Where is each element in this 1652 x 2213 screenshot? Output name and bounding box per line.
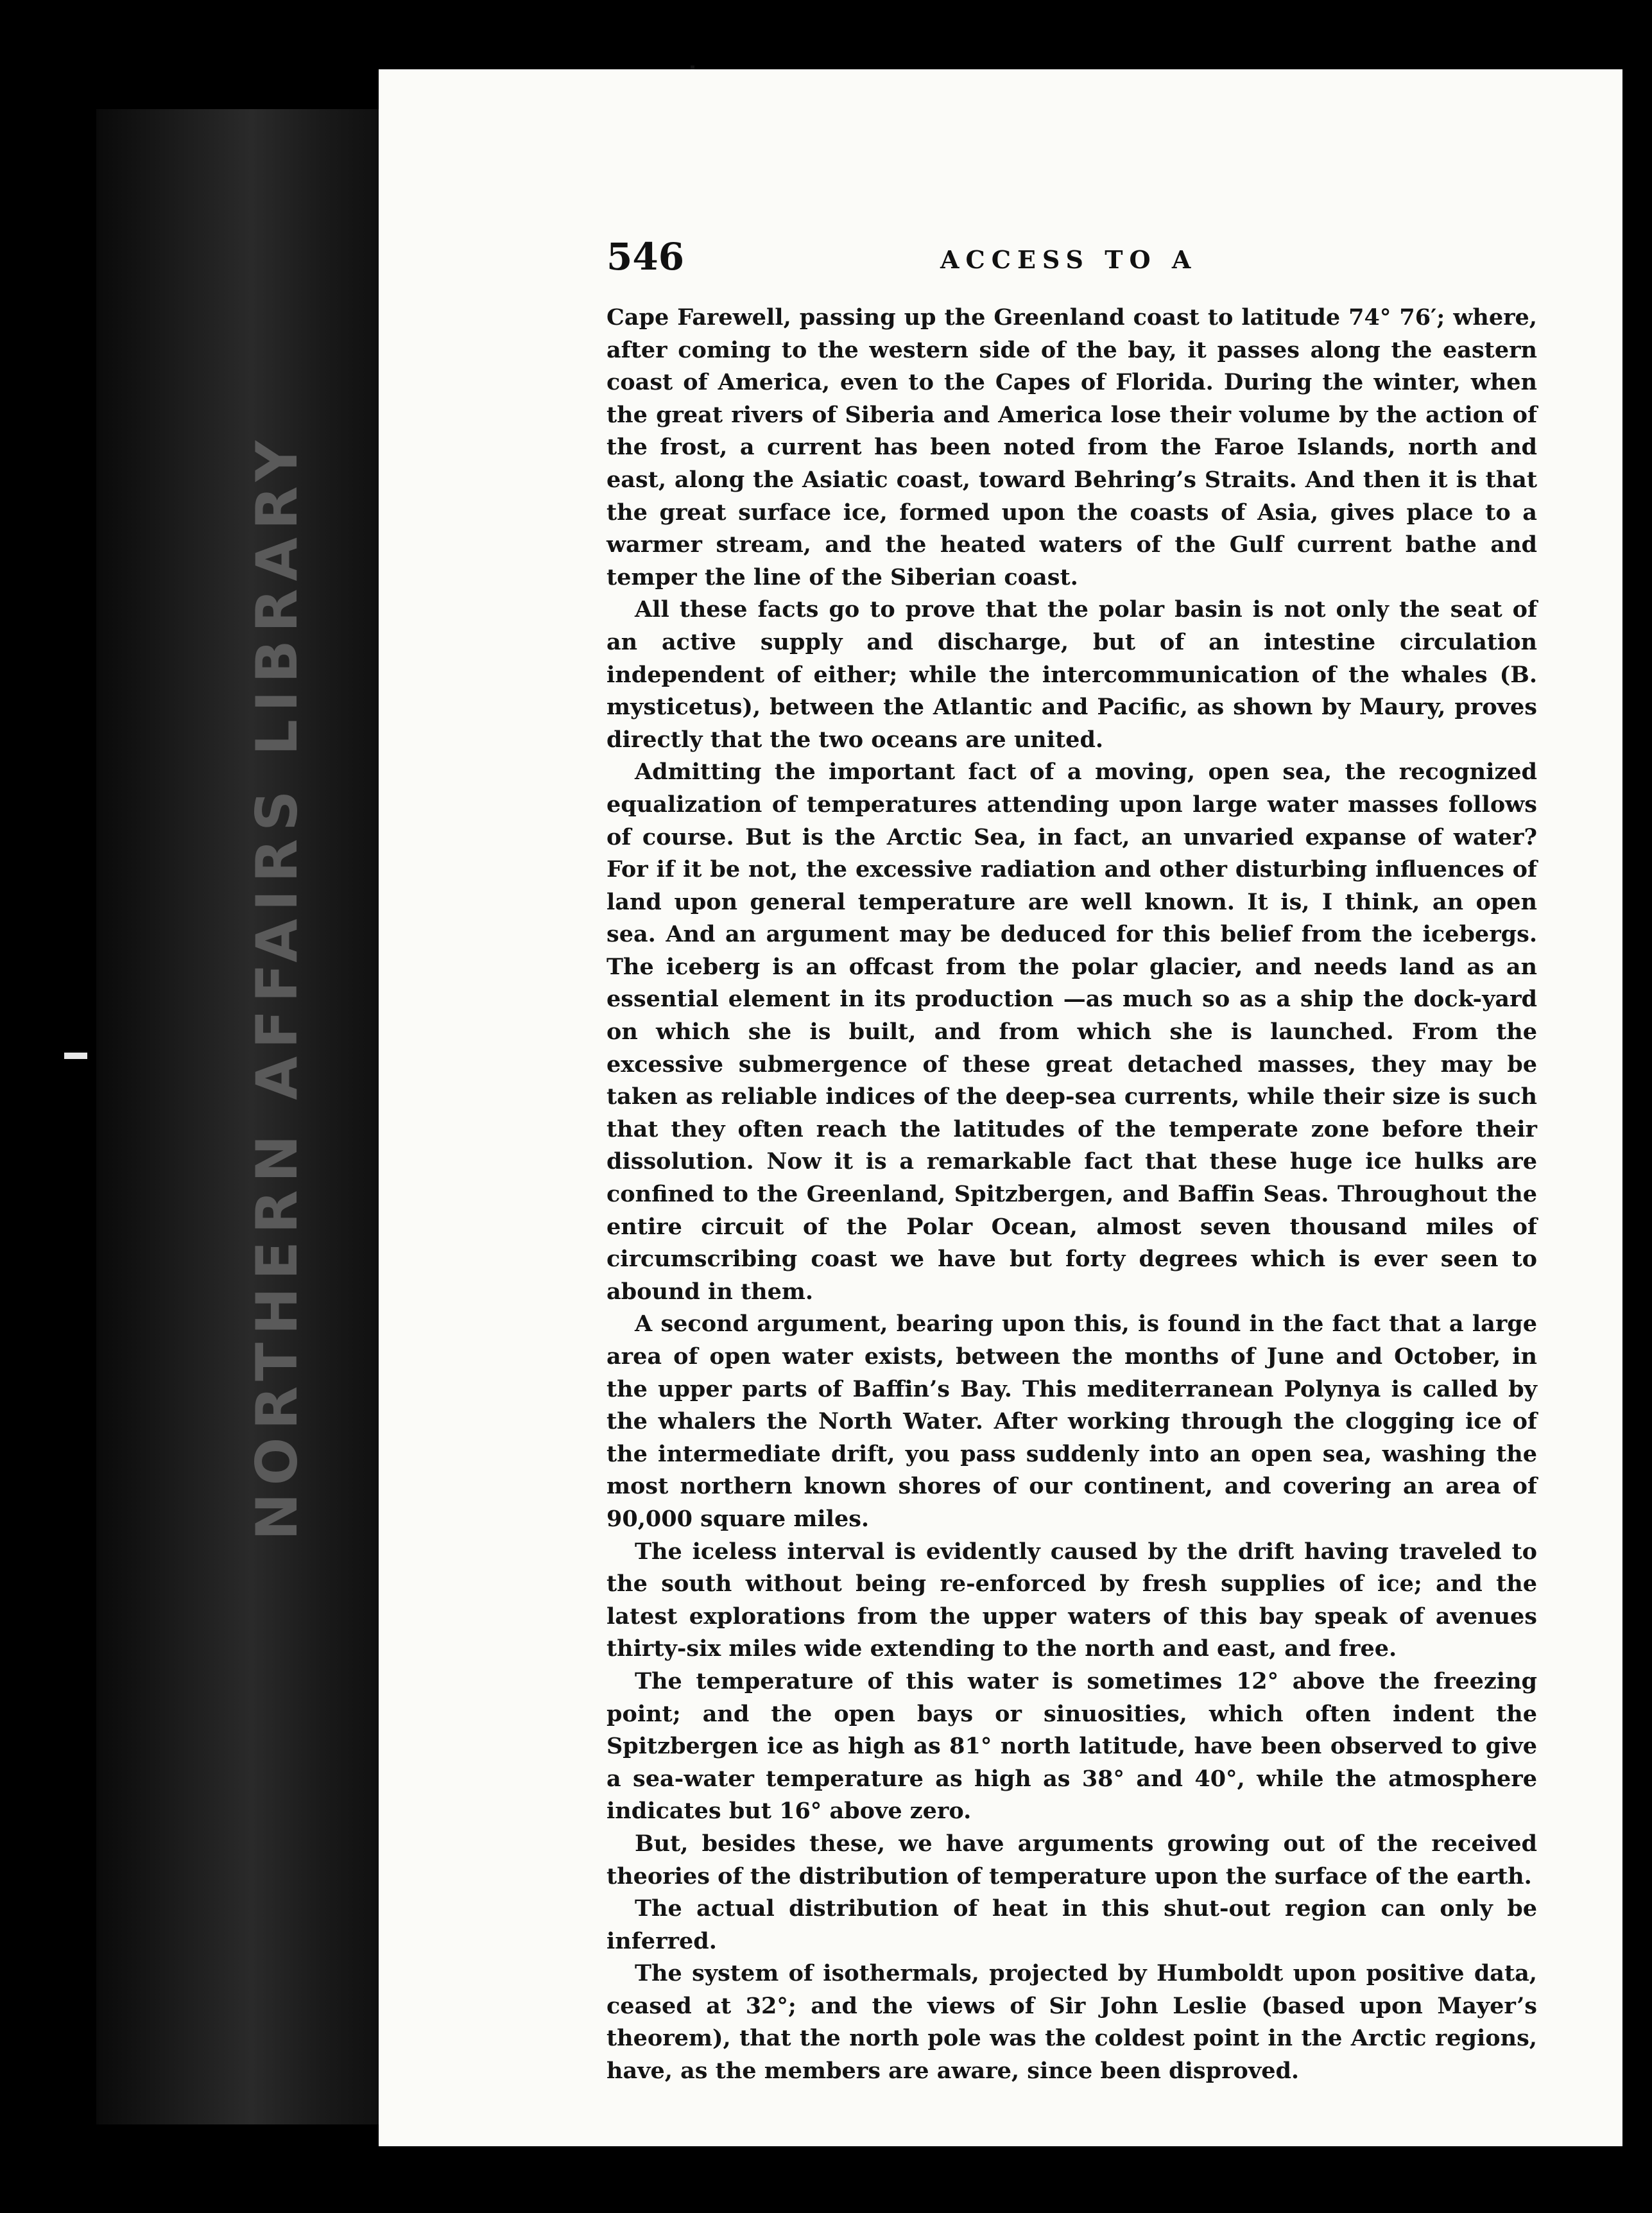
running-head: [607, 235, 1537, 286]
book-page: [379, 69, 1622, 2146]
paragraph: The temperature of this water is sometimes 12° above the freezing point; and the open bays or sinuosities, which often indent the Spitzbergen ice as high as 81° north latitude, have been observed to give a sea-water temperature as high as 38° and 40°, while the atmosphere indicates but 16° above zero.: [607, 1667, 1537, 1825]
book-spine: [96, 109, 379, 2124]
paragraph: Admitting the important fact of a moving, open sea, the recognized equalization of temperatures attending upon large water masses follows of course. But is the Arctic Sea, in fact, an unvaried expanse of water? For if it be not, the excessive radiation and other disturbing influences of land upon general temperature are well known. It is, I think, an open sea. And an argument may be deduced for this belief from the icebergs. The iceberg is an offcast from the polar glacier, and needs land as an essential element in its production —as much so as a ship the dock-yard on which she is built, and from which she is launched. From the excessive submergence of these great detached masses, they may be taken as reliable indices of the deep-sea currents, while their size is such that they often reach the latitudes of the temperate zone before their dissolution. Now it is a remarkable fact that these huge ice hulks are confined to the Greenland, Spitzbergen, and Baffin Seas. Throughout the entire circuit of the Polar Ocean, almost seven thousand miles of circumscribing coast we have but forty degrees which is ever seen to abound in them.: [607, 759, 1537, 1305]
scan-speck: [64, 1053, 87, 1059]
paragraph: A second argument, bearing upon this, is found in the fact that a large area of open water exists, between the months of June and October, in the upper parts of Baffin’s Bay. This mediterranean Polynya is called by the whalers the North Water. After working through the clogging ice of the intermediate drift, you pass suddenly into an open sea, washing the most northern known shores of our continent, and covering an area of 90,000 square miles.: [607, 1311, 1537, 1532]
paragraph: Cape Farewell, passing up the Greenland coast to latitude 74° 76′; where, after coming to the western side of the bay, it passes along the eastern coast of America, even to the Capes of Florida. During the winter, when the great rivers of Siberia and America lose their volume by the action of the frost, a current has been noted from the Faroe Islands, north and east, along the Asiatic coast, toward Behring’s Straits. And then it is that the great surface ice, formed upon the coasts of Asia, gives place to a warmer stream, and the heated waters of the Gulf current bathe and temper the line of the Siberian coast.: [607, 304, 1537, 590]
body-text: [607, 302, 1537, 2088]
paragraph: But, besides these, we have arguments growing out of the received theories of the distribution of temperature upon the surface of the earth.: [607, 1830, 1537, 1890]
library-stamp: NORTHERN AFFAIRS LIBRARY: [244, 433, 310, 1540]
paragraph: The actual distribution of heat in this shut-out region can only be inferred.: [607, 1895, 1537, 1954]
page-number: 546: [607, 235, 685, 279]
paragraph: The system of isothermals, projected by Humboldt upon positive data, ceased at 32°; and the views of Sir John Leslie (based upon Mayer’s theorem), that the north pole was the coldest point in the Arctic regions, have, as the members are aware, since been disproved.: [607, 1960, 1537, 2085]
paragraph: All these facts go to prove that the polar basin is not only the seat of an active supply and discharge, but of an intestine circulation independent of either; while the intercommunication of the whales (B. mysticetus), between the Atlantic and Pacific, as shown by Maury, proves directly that the two oceans are united.: [607, 596, 1537, 753]
paragraph: The iceless interval is evidently caused by the drift having traveled to the south without being re-enforced by fresh supplies of ice; and the latest explorations from the upper waters of this bay speak of avenues thirty-six miles wide extending to the north and east, and free.: [607, 1538, 1537, 1662]
running-title: ACCESS TO A: [940, 245, 1198, 274]
